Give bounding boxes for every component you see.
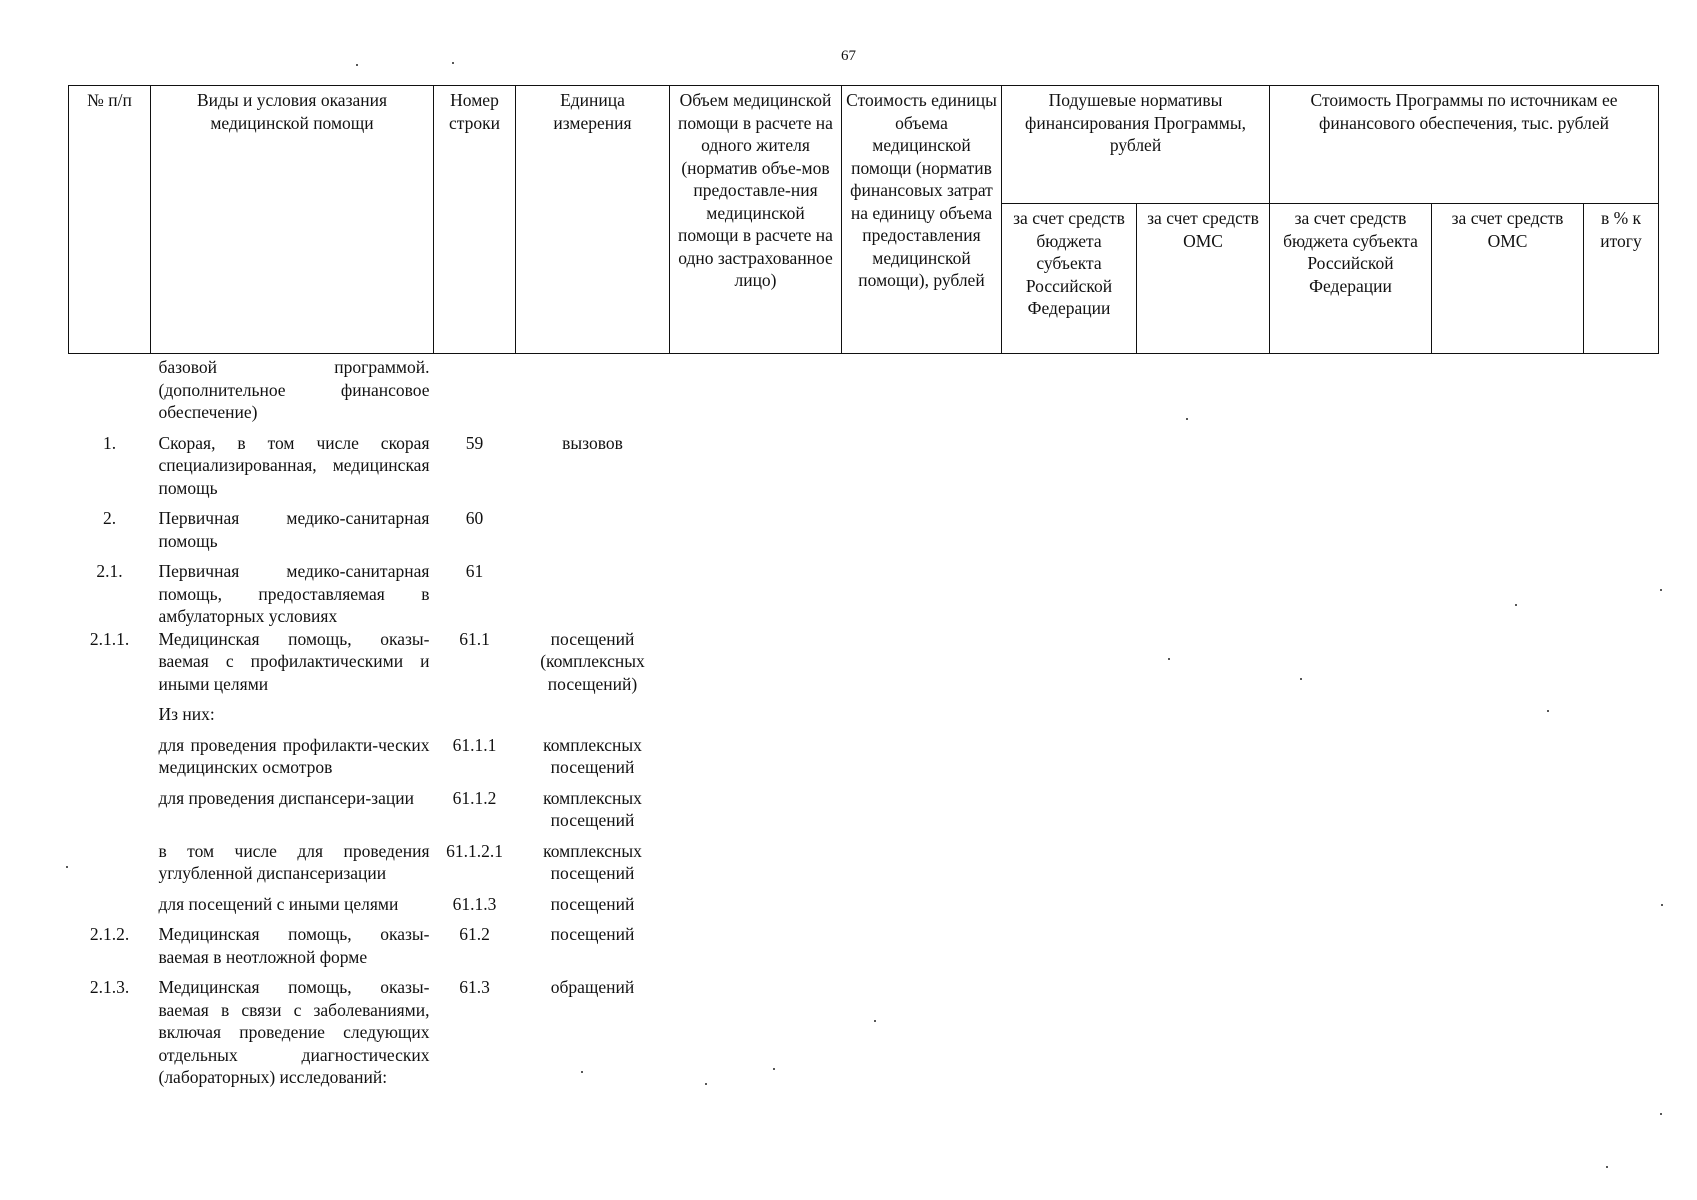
header-per-capita-budget: за счет средств бюджета субъекта Российской Федерации <box>1002 204 1137 354</box>
row-num <box>69 832 151 885</box>
table-row <box>69 915 1659 968</box>
scan-speck <box>705 1083 707 1085</box>
table-row <box>69 424 1659 500</box>
row-num <box>69 726 151 779</box>
row-unit: посещений <box>550 893 635 914</box>
row-number: 61.1.1 <box>452 734 497 755</box>
table-row <box>69 695 1659 726</box>
row-num: 2.1.3. <box>89 977 130 997</box>
scan-speck <box>356 64 358 66</box>
row-unit: комплексных посещений <box>543 840 642 883</box>
header-program-budget: за счет средств бюджета субъекта Российской Федерации <box>1270 204 1432 354</box>
header-per-capita-oms: за счет средств ОМС <box>1137 204 1270 354</box>
row-unit <box>516 499 670 552</box>
table-header <box>69 86 1659 354</box>
header-per-capita: Подушевые нормативы финансирования Программы, рублей <box>1002 86 1270 204</box>
row-number: 60 <box>465 508 484 528</box>
row-number <box>434 695 516 726</box>
row-number: 61.1 <box>459 628 490 649</box>
row-num <box>69 354 151 424</box>
row-name: Медицинская помощь, оказы-ваемая в неотложной форме <box>158 924 430 967</box>
row-num <box>69 695 151 726</box>
header-row-number: Номер строки <box>434 86 516 354</box>
row-number: 61.2 <box>459 924 490 944</box>
row-number: 59 <box>465 432 484 453</box>
header-program-percent: в % к итогу <box>1584 204 1659 354</box>
row-num <box>69 885 151 916</box>
scan-speck <box>452 62 454 64</box>
table-row <box>69 354 1659 424</box>
header-program-oms: за счет средств ОМС <box>1432 204 1584 354</box>
row-number <box>434 354 516 424</box>
row-num: 2. <box>102 508 117 528</box>
scan-speck <box>581 1071 583 1073</box>
row-unit <box>516 354 670 424</box>
row-name: Первичная медико-санитарная помощь <box>158 508 430 551</box>
row-number: 61.1.2 <box>452 787 497 808</box>
row-name: Медицинская помощь, оказы-ваемая в связи с заболеваниями, включая проведение следующих отдельных диагностических (лабораторных) исследований: <box>158 977 430 1087</box>
scan-speck <box>1606 1166 1608 1168</box>
scan-speck <box>773 1068 775 1070</box>
row-unit: комплексных посещений <box>543 734 642 777</box>
row-num: 1. <box>102 432 117 453</box>
row-number: 61.3 <box>459 977 490 997</box>
row-unit <box>516 552 670 628</box>
row-number: 61.1.2.1 <box>446 840 503 861</box>
table-row <box>69 832 1659 885</box>
row-num: 2.1.2. <box>89 924 130 944</box>
header-program-cost: Стоимость Программы по источникам ее финансового обеспечения, тыс. рублей <box>1270 86 1659 204</box>
table-row <box>69 499 1659 552</box>
header-cost: Стоимость единицы объема медицинской помощи (норматив финансовых затрат на единицу объема предоставления медицинской помощи), рублей <box>842 86 1002 354</box>
table-body <box>69 354 1659 1089</box>
table-row <box>69 726 1659 779</box>
header-unit: Единица измерения <box>516 86 670 354</box>
row-unit: вызовов <box>562 432 623 453</box>
row-name: Первичная медико-санитарная помощь, предоставляемая в амбулаторных условиях <box>158 561 430 626</box>
scan-speck <box>1661 904 1663 906</box>
row-name: для проведения профилакти-ческих медицинских осмотров <box>158 734 430 777</box>
scan-speck <box>1547 710 1549 712</box>
table-row <box>69 779 1659 832</box>
row-unit: комплексных посещений <box>543 787 642 830</box>
row-name: Из них: <box>158 704 215 724</box>
row-name: базовой программой. (дополнительное финансовое обеспечение) <box>158 357 430 422</box>
scan-speck <box>1168 658 1170 660</box>
row-number: 61 <box>465 561 484 581</box>
scan-speck <box>1515 604 1517 606</box>
header-num: № п/п <box>69 86 151 354</box>
scan-speck <box>1660 1113 1662 1115</box>
row-unit: посещений (комплексных посещений) <box>540 628 645 694</box>
row-unit: посещений <box>550 924 635 944</box>
header-volume: Объем медицинской помощи в расчете на одного жителя (норматив объе-мов предоставле-ния медицинской помощи в расчете на одно застрахованное лицо) <box>670 86 842 354</box>
row-name: Скорая, в том числе скорая специализированная, медицинская помощь <box>158 432 430 498</box>
row-name: в том числе для проведения углубленной диспансеризации <box>158 840 430 883</box>
table-row <box>69 552 1659 628</box>
header-kind: Виды и условия оказания медицинской помощи <box>151 86 434 354</box>
row-num: 2.1. <box>96 561 123 581</box>
table-row <box>69 885 1659 916</box>
scan-speck <box>874 1020 876 1022</box>
scan-speck <box>1300 678 1302 680</box>
row-name: Медицинская помощь, оказы-ваемая с профилактическими и иными целями <box>158 628 430 694</box>
table-row <box>69 968 1659 1089</box>
row-name: для проведения диспансери-зации <box>158 787 414 808</box>
row-num <box>69 779 151 832</box>
row-unit: обращений <box>550 977 635 997</box>
row-name: для посещений с иными целями <box>158 893 399 914</box>
table-row <box>69 628 1659 696</box>
scan-speck <box>1660 589 1662 591</box>
row-number: 61.1.3 <box>452 893 497 914</box>
page-number: 67 <box>841 48 856 64</box>
row-num: 2.1.1. <box>89 628 130 649</box>
scan-speck <box>1186 418 1188 420</box>
financing-table <box>68 85 1659 1089</box>
row-unit <box>516 695 670 726</box>
scan-speck <box>66 866 68 868</box>
